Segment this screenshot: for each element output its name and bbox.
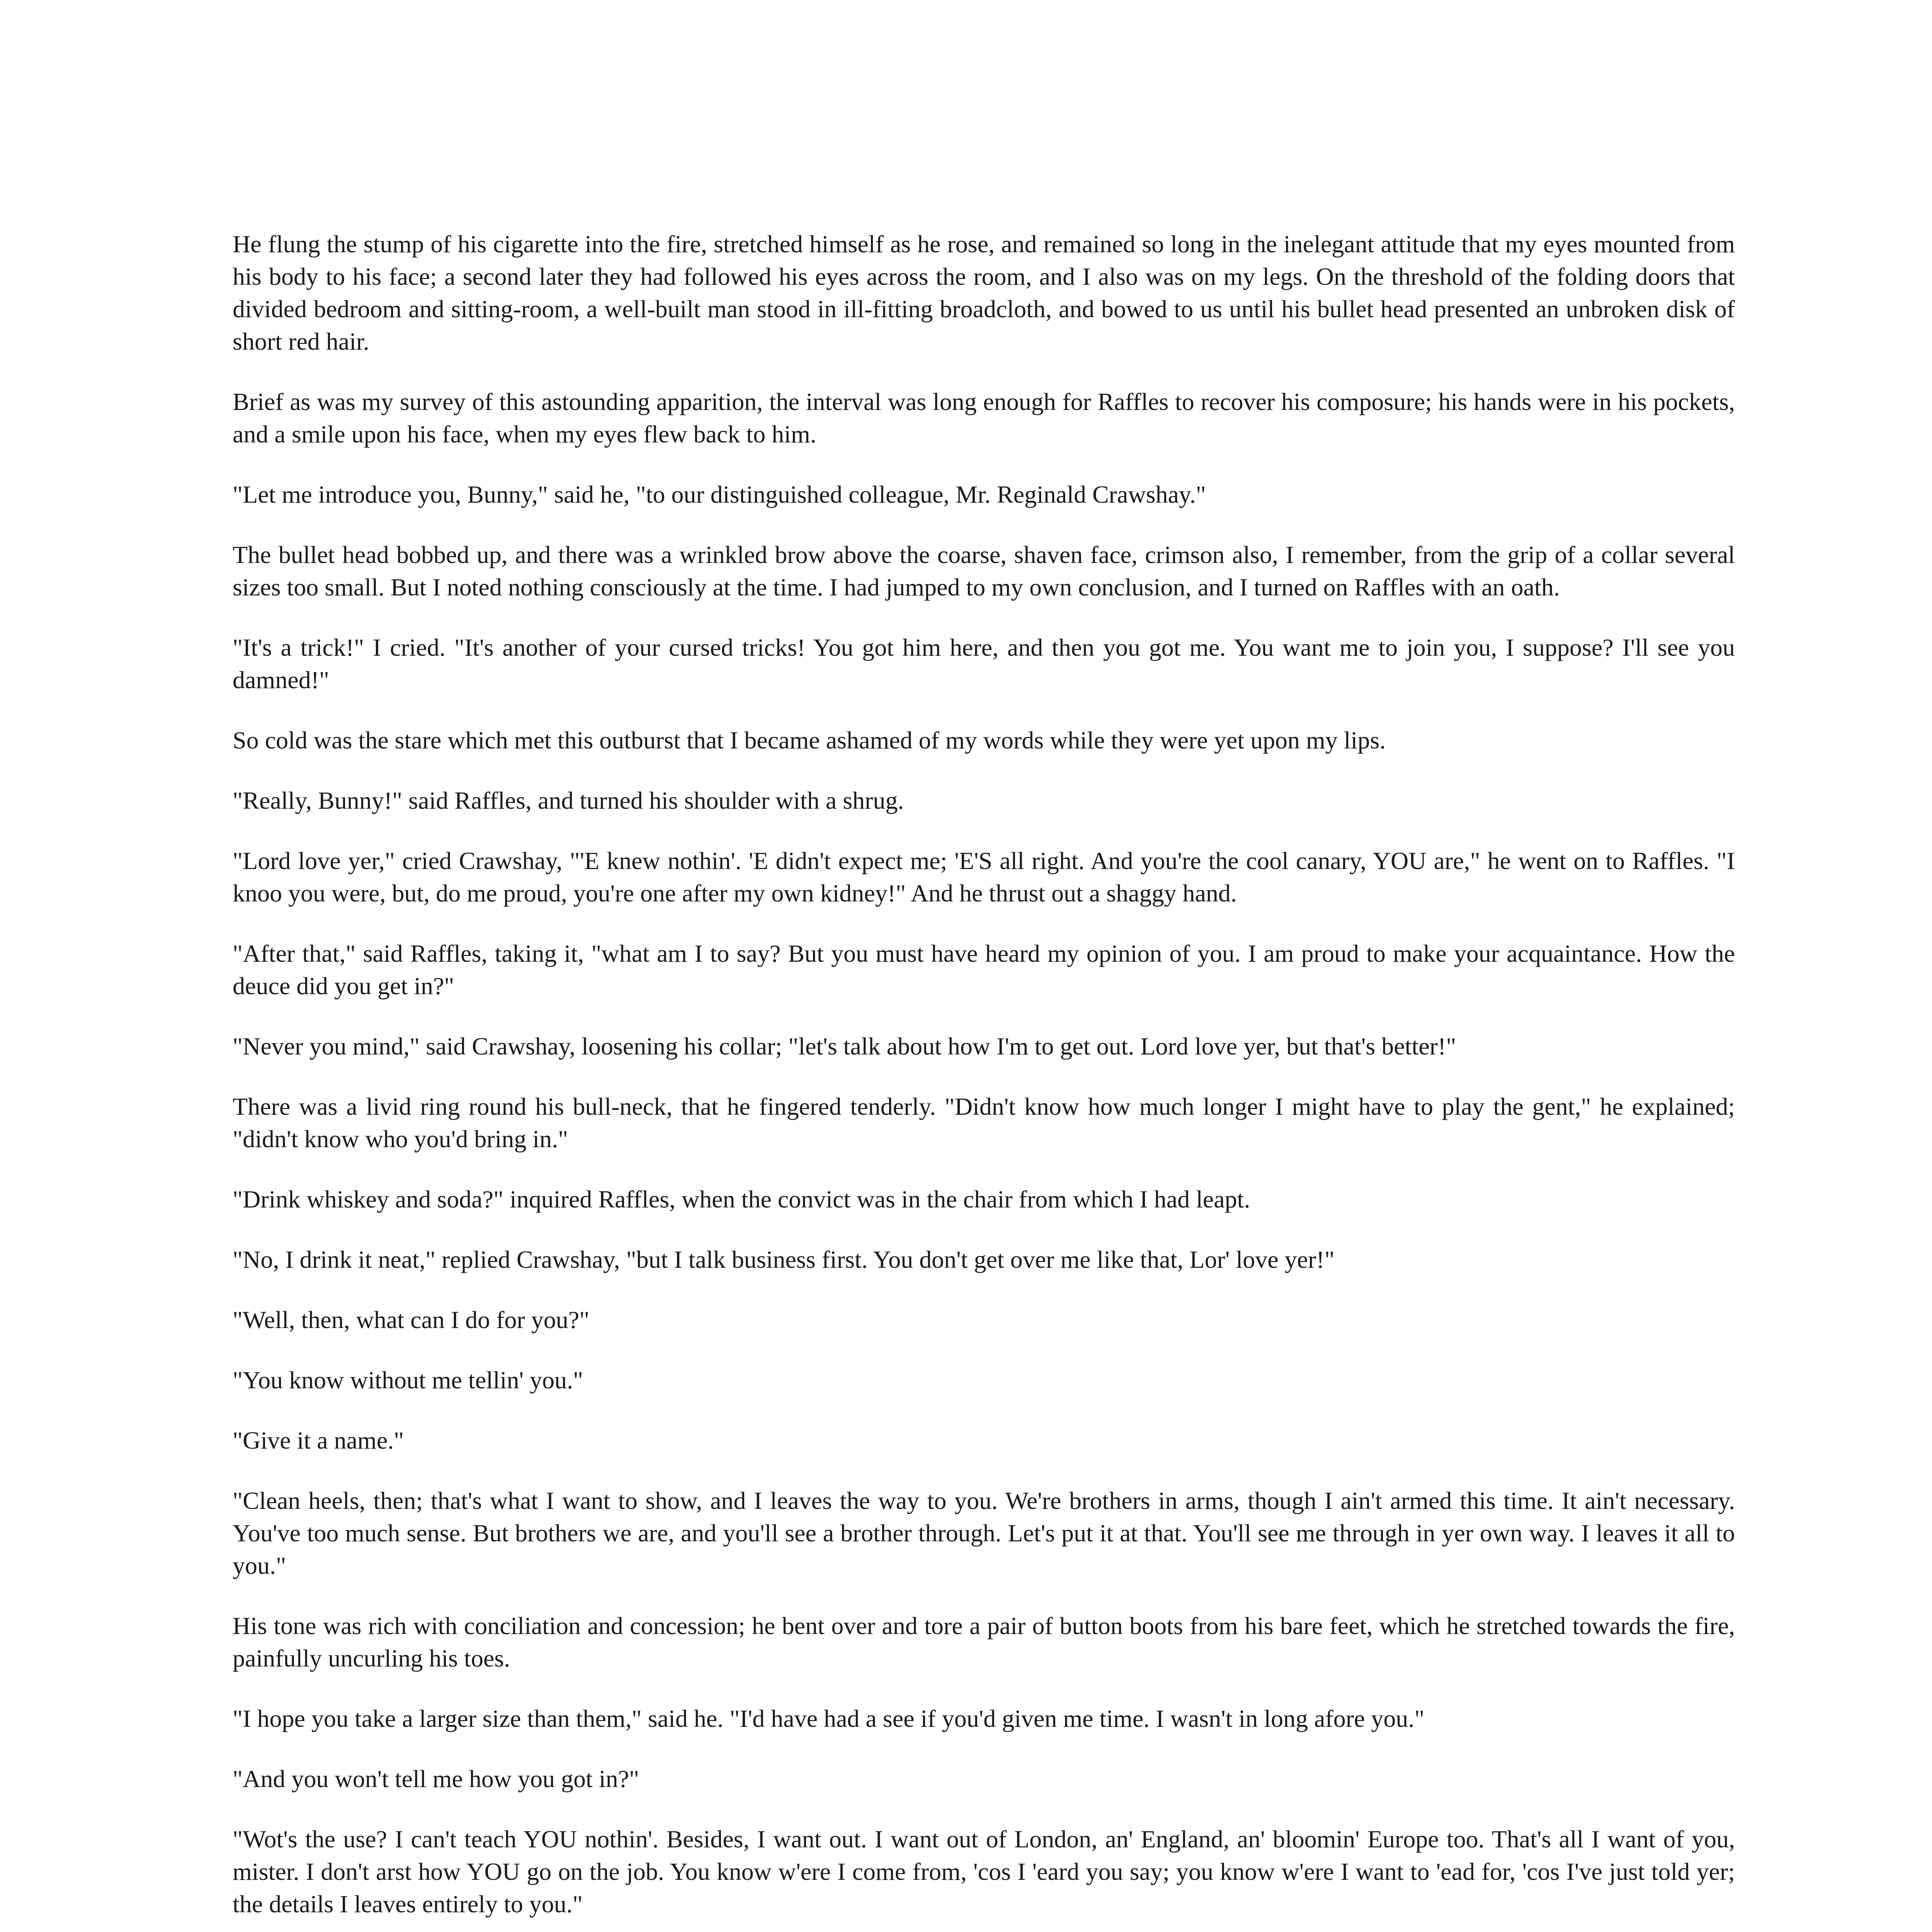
paragraph: "After that," said Raffles, taking it, "what am I to say? But you must have heard my opinion of you. I am proud to make your acquaintance. How the deuce did you get in?" xyxy=(233,940,1735,1000)
paragraph: "Really, Bunny!" said Raffles, and turned his shoulder with a shrug. xyxy=(233,787,904,814)
paragraph: "Clean heels, then; that's what I want to show, and I leaves the way to you. We're brothers in arms, though I ain't armed this time. It ain't necessary. You've too much sense. But brothers we are, and you'll see a brother through. Let's put it at that. You'll see me through in yer own way. I leaves it all to you." xyxy=(233,1487,1735,1579)
paragraph: "Drink whiskey and soda?" inquired Raffles, when the convict was in the chair from which I had leapt. xyxy=(233,1185,1250,1213)
paragraph: "Wot's the use? I can't teach YOU nothin'. Besides, I want out. I want out of London, an' England, an' bloomin' Europe too. That's all I want of you, mister. I don't arst how YOU go on the job. You know w'ere I come from, 'cos I 'eard you say; you know w'ere I want to 'ead for, 'cos I've just told yer; the details I leaves entirely to you." xyxy=(233,1825,1735,1918)
paragraph: "Let me introduce you, Bunny," said he, "to our distinguished colleague, Mr. Reginald Crawshay." xyxy=(233,481,1206,508)
paragraph: "Lord love yer," cried Crawshay, "'E knew nothin'. 'E didn't expect me; 'E'S all right. And you're the cool canary, YOU are," he went on to Raffles. "I knoo you were, but, do me proud, you're one after my own kidney!" And he thrust out a shaggy hand. xyxy=(233,847,1735,907)
paragraph: "Never you mind," said Crawshay, loosening his collar; "let's talk about how I'm to get out. Lord love yer, but that's better!" xyxy=(233,1032,1456,1060)
paragraph: His tone was rich with conciliation and concession; he bent over and tore a pair of button boots from his bare feet, which he stretched towards the fire, painfully uncurling his toes. xyxy=(233,1612,1735,1672)
paragraph: "And you won't tell me how you got in?" xyxy=(233,1765,639,1793)
paragraph: He flung the stump of his cigarette into the fire, stretched himself as he rose, and remained so long in the inelegant attitude that my eyes mounted from his body to his face; a second later they had followed his eyes across the room, and I also was on my legs. On the threshold of the folding doors that divided bedroom and sitting-room, a well-built man stood in ill-fitting broadcloth, and bowed to us until his bullet head presented an unbroken disk of short red hair. xyxy=(233,230,1735,355)
paragraph: "You know without me tellin' you." xyxy=(233,1366,583,1394)
paragraph: "Well, then, what can I do for you?" xyxy=(233,1306,590,1333)
paragraph: There was a livid ring round his bull-neck, that he fingered tenderly. "Didn't know how much longer I might have to play the gent," he explained; "didn't know who you'd bring in." xyxy=(233,1093,1735,1153)
paragraph: So cold was the stare which met this outburst that I became ashamed of my words while they were yet upon my lips. xyxy=(233,726,1386,754)
paragraph: Brief as was my survey of this astounding apparition, the interval was long enough for Raffles to recover his composure; his hands were in his pockets, and a smile upon his face, when my eyes flew back to him. xyxy=(233,388,1735,448)
paragraph: The bullet head bobbed up, and there was a wrinkled brow above the coarse, shaven face, crimson also, I remember, from the grip of a collar several sizes too small. But I noted nothing consciously at the time. I had jumped to my own conclusion, and I turned on Raffles with an oath. xyxy=(233,541,1735,601)
paragraph: "I hope you take a larger size than them," said he. "I'd have had a see if you'd given me time. I wasn't in long afore you." xyxy=(233,1705,1425,1732)
text-column xyxy=(233,228,1735,1932)
paragraph: "It's a trick!" I cried. "It's another of your cursed tricks! You got him here, and then you got me. You want me to join you, I suppose? I'll see you damned!" xyxy=(233,634,1735,694)
paragraph: "Give it a name." xyxy=(233,1427,404,1454)
paragraph: "No, I drink it neat," replied Crawshay, "but I talk business first. You don't get over me like that, Lor' love yer!" xyxy=(233,1246,1335,1273)
